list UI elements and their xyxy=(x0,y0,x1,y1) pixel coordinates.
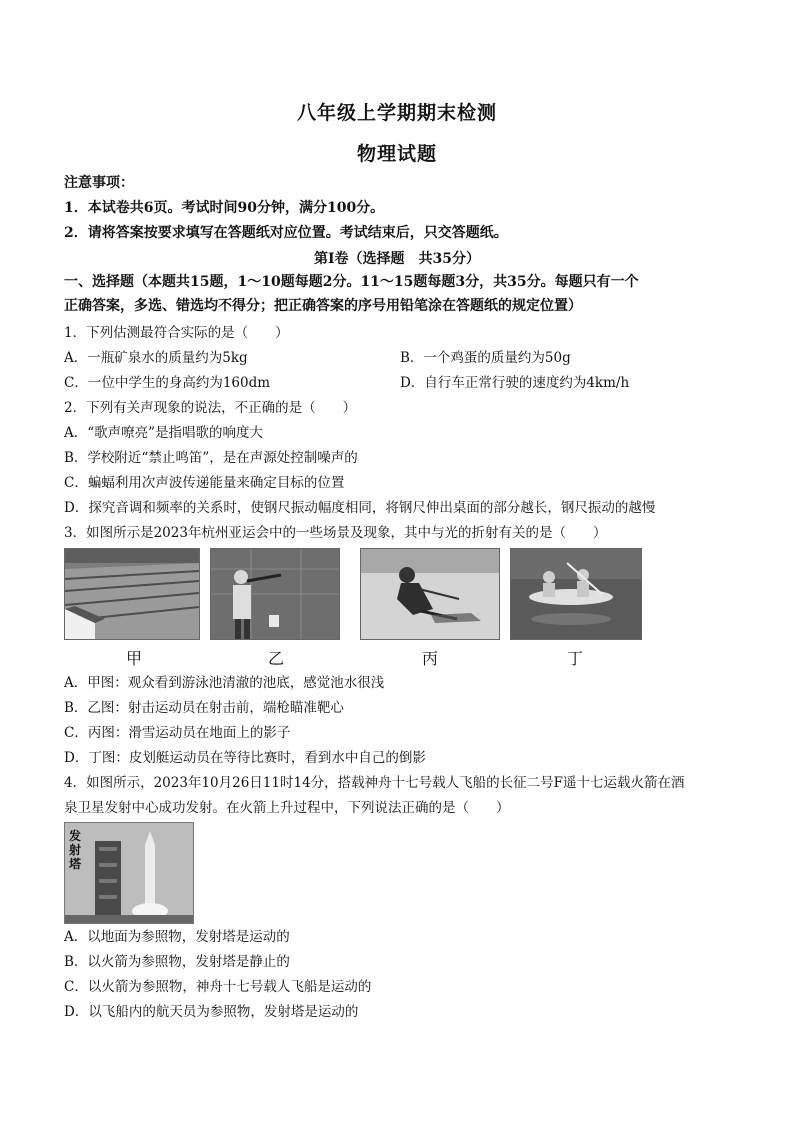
question-stem: 4．如图所示，2023年10月26日11时14分，搭载神舟十七号载人飞船的长征二号F遥十七运载火箭在酒 xyxy=(64,775,685,791)
photo-skier xyxy=(360,548,500,640)
question-stem: 2．下列有关声现象的说法，不正确的是（ ） xyxy=(64,400,357,416)
note-item: 2．请将答案按要求填写在答题纸对应位置。考试结束后，只交答题纸。 xyxy=(64,225,508,241)
option-c: C．丙图：滑雪运动员在地面上的影子 xyxy=(64,725,291,741)
note-item: 1．本试卷共6页。考试时间90分钟，满分100分。 xyxy=(64,200,385,216)
photo-rocket-launch xyxy=(64,822,194,924)
option-b: B．乙图：射击运动员在射击前，端枪瞄准靶心 xyxy=(64,700,344,716)
option-d: D．探究音调和频率的关系时，使钢尺振动幅度相同，将钢尺伸出桌面的部分越长，钢尺振动的越慢 xyxy=(64,500,656,516)
option-b: B．学校附近“禁止鸣笛”，是在声源处控制噪声的 xyxy=(64,450,358,466)
option-a: A．一瓶矿泉水的质量约为5kg xyxy=(64,350,248,366)
option-a: A．以地面为参照物，发射塔是运动的 xyxy=(64,929,290,945)
photo-swimming-pool xyxy=(64,548,200,640)
part1-heading: 第Ⅰ卷（选择题 共35分） xyxy=(313,251,481,267)
option-d: D．以飞船内的航天员为参照物，发射塔是运动的 xyxy=(64,1004,359,1020)
question-stem: 1．下列估测最符合实际的是（ ） xyxy=(64,325,289,341)
question-stem-cont: 泉卫星发射中心成功发射。在火箭上升过程中，下列说法正确的是（ ） xyxy=(64,800,510,816)
option-d: D．自行车正常行驶的速度约为4km/h xyxy=(400,375,630,391)
section-instruction: 正确答案，多选、错选均不得分；把正确答案的序号用铅笔涂在答题纸的规定位置） xyxy=(64,298,582,314)
notes-heading: 注意事项： xyxy=(64,175,134,191)
option-a: A．甲图：观众看到游泳池清澈的池底，感觉池水很浅 xyxy=(64,675,385,691)
option-a: A．“歌声嘹亮”是指唱歌的响度大 xyxy=(64,425,264,441)
caption-yi: 乙 xyxy=(268,649,285,668)
option-c: C．蝙蝠利用次声波传递能量来确定目标的位置 xyxy=(64,475,345,491)
caption-jia: 甲 xyxy=(126,649,143,668)
option-d: D．丁图：皮划艇运动员在等待比赛时，看到水中自己的倒影 xyxy=(64,750,426,766)
option-c: C．一位中学生的身高约为160dm xyxy=(64,375,271,391)
section-instruction: 一、选择题（本题共15题，1～10题每题2分。11～15题每题3分，共35分。每题只有一个 xyxy=(64,274,639,290)
option-c: C．以火箭为参照物，神舟十七号载人飞船是运动的 xyxy=(64,979,372,995)
caption-ding: 丁 xyxy=(567,649,584,668)
photo-shooter xyxy=(210,548,340,640)
question-stem: 3．如图所示是2023年杭州亚运会中的一些场景及现象，其中与光的折射有关的是（ ） xyxy=(64,525,607,541)
photo-kayak xyxy=(510,548,642,640)
exam-subject: 物理试题 xyxy=(356,143,437,165)
launch-tower-label: 发射塔 xyxy=(69,829,82,871)
option-b: B．以火箭为参照物，发射塔是静止的 xyxy=(64,954,290,970)
caption-bing: 丙 xyxy=(422,649,439,668)
exam-title: 八年级上学期期末检测 xyxy=(296,102,497,124)
option-b: B．一个鸡蛋的质量约为50g xyxy=(400,350,571,366)
